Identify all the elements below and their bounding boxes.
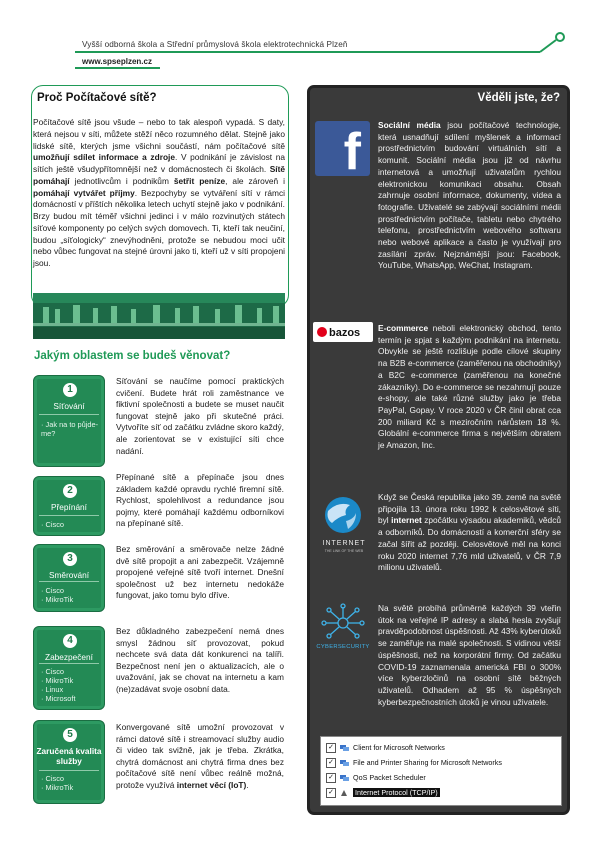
area-tool: me? (41, 429, 56, 438)
component-label: Client for Microsoft Networks (353, 743, 445, 752)
intro-text: Počítačové sítě jsou všude – nebo to tak alespoň vypadá. S daty, která nejsou v síti, můžete stěží něco rozumného dělat. Stejně jako lidské sítě, kterých jsme všichni součástí, nám počítačové sítě umožňují sdílet informace a zdroje. V podnikání je závislost na sítích ještě všudypřítomnější než v domácnostech či školách. Sítě pomáhají jednotlivcům i podnikům šetřit peníze, ale zároveň i pomáhají vytvářet příjmy. Bezpochyby se vytváření sítí v rámci domácností v příštích několika letech uchytí stejně jako v podnikání. Brzy budou mít téměř všichni jedinci i v málo rozvinutých státech síťové komponenty po celých svých domovech. Ti, kteří tak neučiní, budou „síťologicky“ znevýhodněni, protože se nebudou moci učit nebo vůbec fungovat na stejné úrovni jako ti, kteří už v síti propojeni jsou. (33, 117, 286, 268)
component-label: Internet Protocol (TCP/IP) (355, 788, 438, 797)
school-url[interactable]: www.spseplzen.cz (82, 57, 152, 66)
area-description-networking: Síťování se naučíme pomocí praktických cvičení. Budete hrát roli zaměstnance ve fiktivní společnosti a budete se muset naučit fungovat stejně jako při skutečné práci. Vytvoříte síť od začátku zvládne skoro každý, ale zorientovat se v existující síti chce nadání. (116, 376, 284, 456)
area-tool: · MikroTik (41, 676, 74, 685)
fact-internet: Když se Česká republika jako 39. země na světě připojila 13. února roku 1992 k celosvětové síti, byl internet zpočátku výsadou akademiků, vědců a odborníků. Do domácností a komerční sféry se začal šířit až později. Celosvětově měl na konci roku 2020 internet 7,76 mld uživatelů, v ČR 7,9 milionu uživatelů. (378, 492, 562, 573)
list-item[interactable] (326, 757, 502, 769)
area-tool: · Cisco (41, 774, 64, 783)
network-client-icon (340, 744, 349, 752)
area-box-security (33, 626, 105, 710)
area-box-networking (33, 375, 105, 467)
checkbox[interactable]: ✓ (326, 743, 336, 753)
area-tool: · MikroTik (41, 783, 74, 792)
checkbox[interactable]: ✓ (326, 788, 336, 798)
network-client-icon (340, 759, 349, 767)
area-number: 3 (63, 552, 77, 566)
divider (39, 663, 99, 664)
divider (39, 515, 99, 516)
area-tool: · Cisco (41, 520, 64, 529)
cybersecurity-icon (318, 603, 368, 645)
area-number: 4 (63, 634, 77, 648)
bazos-logo-icon (313, 322, 373, 342)
checkbox[interactable]: ✓ (326, 773, 336, 783)
area-title: Zaručená kvalita služby (36, 746, 102, 766)
divider (39, 770, 99, 771)
area-description-switching: Přepínané sítě a přepínače jsou dnes základem každé opravdu rychlé firemní sítě. Rychlost, spolehlivost a redundance jsou pojmy, které pomáhají každému odborníkovi na přepínané sítě. (116, 472, 284, 529)
internet-logo-sub: THE LINK OF THE WEB (324, 549, 364, 553)
area-tool: · Cisco (41, 586, 64, 595)
checkbox[interactable]: ✓ (326, 758, 336, 768)
cybersecurity-label: CYBERSECURITY (316, 644, 370, 650)
school-name: Vyšší odborná škola a Střední průmyslová škola elektrotechnická Plzeň (82, 40, 348, 49)
area-description-qos: Konvergované sítě umožní provozovat v rámci datové sítě i streamovací služby audio či video tak svižně, jak je třeba. Zkrátka, chytrá domácnost ani chytrá firma dnes bez počítačové sítě není vůbec reálně možná, protože využívá internet věcí (IoT). (116, 722, 284, 790)
fact-social-media: Sociální média jsou počítačové technologie, která usnadňují sdílení myšlenek a informací prostřednictvím budování virtuálních sítí a komunit. Sociální média jsou již od návrhu internetová a umožňují uživatelům rychlou elektronickou komunikaci obsahu. Obsah zahrnuje osobní informace, dokumenty, videa a fotografie. Uživatelé se zabývají sociálními médii prostřednictvím počítače, tabletu nebo chytrého telefonu, prostřednictvím webového softwaru nebo webové aplikace a často je využívají pro zasílání zpráv. Nejznámější jsou: Facebook, YouTube, WhatsApp, WeChat, Instagram. (378, 120, 561, 271)
component-label: File and Printer Sharing for Microsoft Networks (353, 758, 502, 767)
area-title: Zabezpečení (45, 652, 93, 662)
area-title: Přepínání (51, 502, 87, 512)
list-item[interactable] (326, 772, 426, 784)
component-label: QoS Packet Scheduler (353, 773, 426, 782)
area-number: 2 (63, 484, 77, 498)
fact-ecommerce: E-commerce neboli elektronický obchod, tento termín je spjat s každým podnikání na internetu. Obvykle se ještě rozlišuje podle cílové skupiny na B2B e-commerce (zaměřenou na obchodníky) a B2C e-commerce (zaměřenou na konečné zákazníky). Do e-commerce se nezahrnují pouze e-shopy, ale také různé služby jako je třeba PayPal, Gopay. V roce 2020 v ČR činil obrat cca 200 miliard Kč s meziročním nárůstem 18 %. Globální e-commerce firma s největším obratem je Amazon, Inc. (378, 323, 561, 451)
area-title: Směrování (48, 570, 90, 580)
list-item[interactable] (326, 742, 445, 754)
area-tool: · Jak na to půjde- (41, 420, 99, 429)
area-tool: · Cisco (41, 667, 64, 676)
divider (39, 581, 99, 582)
area-tool: · Linux (41, 685, 64, 694)
divider (39, 414, 99, 415)
intro-title: Proč Počítačové sítě? (37, 92, 157, 104)
area-box-qos (33, 720, 105, 804)
facebook-icon: f (315, 121, 370, 176)
facts-title: Věděli jste, že? (477, 92, 560, 104)
area-description-security: Bez důkladného zabezpečení nemá dnes smysl žádnou síť provozovat, pokud nechcete svá data dát konkurenci na talíři. Bezpečnost není jen o aktualizacích, ale o uvažování, jak se chovat na internetu a kam (ne)zadávat svoje osobní data. (116, 626, 284, 694)
area-description-routing: Bez směrování a směrovače nelze žádné dvě sítě propojit a ani zabezpečit. Vzájemně propojené veřejné sítě tvoří internet. Dnešní společnost už bez internetu nedokáže fungovat, jako tomu bylo dříve. (116, 544, 284, 601)
internet-logo-label: INTERNET (322, 540, 366, 547)
area-tool: · Microsoft (41, 694, 76, 703)
area-box-switching (33, 476, 105, 536)
area-number: 1 (63, 383, 77, 397)
area-tool: · MikroTik (41, 595, 74, 604)
areas-title: Jakým oblastem se budeš věnovat? (34, 350, 231, 362)
network-components-list (320, 736, 562, 806)
area-number: 5 (63, 728, 77, 742)
area-title: Síťování (53, 401, 85, 411)
list-item[interactable] (326, 787, 440, 799)
network-service-icon (340, 774, 349, 782)
svg-text:bazos: bazos (329, 327, 361, 339)
protocol-icon (340, 789, 349, 797)
fact-cybersecurity: Na světě probíhá průměrně každých 39 vteřin útok na veřejné IP adresy a slabá hesla zvyšují pravděpodobnost úspěšnosti. Až 43% kyberútoků se zaměřuje na malé společnosti. S vidinou větší úspěšnosti, než na korporátní firmy. Od začátku COVID-19 zaznamenala americká FBI o 300% více kyberzločinů na osobní sítě běžných uživatelů. Odhadem až 95 % úspěšných kyberbezpečnostních útoků je vinou uživatele. (378, 603, 561, 707)
area-box-routing (33, 544, 105, 612)
network-cables-image (33, 293, 285, 339)
